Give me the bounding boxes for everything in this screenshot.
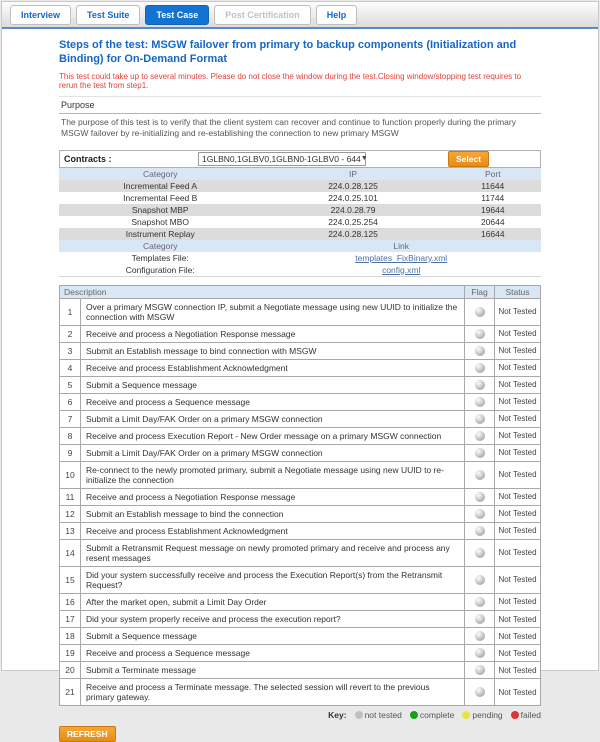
step-number: 3 [60,342,81,359]
step-description: Receive and process Establishment Acknowledgment [81,522,465,539]
step-number: 11 [60,488,81,505]
step-status: Not Tested [495,359,541,376]
step-description: Over a primary MSGW connection IP, submit a Negotiate message using new UUID to initialize the connection with MSGW [81,298,465,325]
step-number: 5 [60,376,81,393]
feed-port: 20644 [445,216,541,228]
step-number: 12 [60,505,81,522]
step-status: Not Tested [495,325,541,342]
feed-ip: 224.0.28.125 [261,180,444,192]
feed-ip: 224.0.28.79 [261,204,444,216]
step-number: 10 [60,461,81,488]
contracts-dropdown[interactable] [198,152,366,166]
step-row [60,393,541,410]
flag-dot-icon [475,363,485,373]
flag-dot-icon [475,329,485,339]
key-item-label: pending [472,710,503,721]
feed-port: 16644 [445,228,541,240]
step-description: Receive and process a Terminate message. The selected session will revert to the previous primary gateway. [81,679,465,706]
feed-port: 19644 [445,204,541,216]
flag-dot-icon [475,548,485,558]
contracts-dropdown-value: 1GLBN0,1GLBV0,1GLBN0-1GLBV0 - 644 [202,153,361,164]
contracts-row [59,150,541,168]
feed-category: Instrument Replay [59,228,261,240]
purpose-section [59,96,541,143]
step-description: Submit a Sequence message [81,376,465,393]
step-description: Submit an Establish message to bind connection with MSGW [81,342,465,359]
flag-dot-icon [475,526,485,536]
step-row [60,376,541,393]
flag-dot-icon [475,470,485,480]
step-description: Re-connect to the newly promoted primary, submit a Negotiate message using new UUID to re-initialize the connection [81,461,465,488]
step-number: 13 [60,522,81,539]
step-description: Did your system properly receive and process the execution report? [81,611,465,628]
step-number: 17 [60,611,81,628]
flag-dot-icon [475,346,485,356]
steps-table [59,285,541,706]
chevron-down-icon: ▼ [360,155,368,163]
tab-interview[interactable]: Interview [10,5,71,25]
steps-header-row [60,285,541,298]
step-status: Not Tested [495,593,541,610]
step-row [60,359,541,376]
step-number: 7 [60,410,81,427]
flag-dot-icon [475,492,485,502]
step-description: Receive and process Establishment Acknowledgment [81,359,465,376]
step-row [60,593,541,610]
file-label: Configuration File: [59,264,261,277]
step-number: 18 [60,628,81,645]
table-row [59,264,541,277]
step-number: 19 [60,645,81,662]
step-row [60,488,541,505]
key-item-label: not tested [364,710,402,721]
step-description: Submit a Retransmit Request message on newly promoted primary and receive and process any resent messages [81,539,465,566]
step-status: Not Tested [495,488,541,505]
select-button[interactable]: Select [448,151,489,167]
table-row [59,252,541,264]
table-row [59,228,541,240]
step-row [60,461,541,488]
flag-dot-icon [475,597,485,607]
col-port: Port [445,168,541,180]
table-row [59,192,541,204]
step-row [60,444,541,461]
step-row [60,611,541,628]
warning-text: This test could take up to several minutes. Please do not close the window during the test.Closing window/stopping test requires to rerun the test from step1. [59,71,522,90]
page-title: Steps of the test: MSGW failover from primary to backup components (Initialization and Binding) for On-Demand Format [59,39,517,66]
purpose-text: The purpose of this test is to verify that the client system can recover and continue to function properly during the primary MSGW failover by re-initializing and re-establishing the connection to new primary MSGW [61,116,516,138]
key-dot-failed-icon [511,711,519,719]
step-number: 9 [60,444,81,461]
feed-ip: 224.0.28.125 [261,228,444,240]
feed-category: Snapshot MBP [59,204,261,216]
flag-dot-icon [475,648,485,658]
key-label: Key: [328,710,347,721]
step-row [60,628,541,645]
step-row [60,645,541,662]
step-row [60,679,541,706]
col-category: Category [59,240,261,252]
step-description: Receive and process a Negotiation Response message [81,325,465,342]
flag-dot-icon [475,307,485,317]
step-number: 16 [60,593,81,610]
flag-dot-icon [475,665,485,675]
flag-dot-icon [475,414,485,424]
step-description: Submit an Establish message to bind the connection [81,505,465,522]
step-status: Not Tested [495,427,541,444]
feed-port: 11744 [445,192,541,204]
step-number: 6 [60,393,81,410]
col-ip: IP [261,168,444,180]
flag-dot-icon [475,614,485,624]
feed-category: Incremental Feed A [59,180,261,192]
step-description: Submit a Sequence message [81,628,465,645]
step-status: Not Tested [495,522,541,539]
contracts-label: Contracts : [64,153,112,164]
feed-ip: 224.0.25.254 [261,216,444,228]
tab-post-certification: Post Certification [214,5,311,25]
step-description: Submit a Terminate message [81,662,465,679]
step-row [60,566,541,593]
step-row [60,427,541,444]
step-row [60,539,541,566]
step-status: Not Tested [495,611,541,628]
step-description: Did your system successfully receive and process the Execution Report(s) from the Retransmit Request? [81,566,465,593]
key-dot-not-tested-icon [355,711,363,719]
step-description: After the market open, submit a Limit Day Order [81,593,465,610]
contracts-table [59,168,541,277]
flag-dot-icon [475,575,485,585]
step-description: Receive and process Execution Report - New Order message on a primary MSGW connection [81,427,465,444]
col-status: Status [495,285,541,298]
table-row [59,204,541,216]
step-status: Not Tested [495,342,541,359]
step-number: 20 [60,662,81,679]
flag-dot-icon [475,509,485,519]
feed-port: 11644 [445,180,541,192]
flag-dot-icon [475,431,485,441]
step-status: Not Tested [495,628,541,645]
feed-category: Incremental Feed B [59,192,261,204]
feed-category: Snapshot MBO [59,216,261,228]
step-status: Not Tested [495,539,541,566]
step-row [60,410,541,427]
step-description: Submit a Limit Day/FAK Order on a primary MSGW connection [81,410,465,427]
step-row [60,342,541,359]
step-status: Not Tested [495,645,541,662]
col-description: Description [60,285,465,298]
step-status: Not Tested [495,410,541,427]
step-number: 14 [60,539,81,566]
config-file-link[interactable]: config.xml [382,264,421,275]
step-row [60,662,541,679]
col-category: Category [59,168,261,180]
step-status: Not Tested [495,393,541,410]
step-number: 4 [60,359,81,376]
table-row [59,180,541,192]
step-row [60,522,541,539]
key-dot-pending-icon [462,711,470,719]
step-number: 2 [60,325,81,342]
step-row [60,325,541,342]
step-description: Receive and process a Sequence message [81,645,465,662]
step-description: Submit a Limit Day/FAK Order on a primary MSGW connection [81,444,465,461]
step-status: Not Tested [495,461,541,488]
tab-bar [2,2,598,29]
table-row [59,216,541,228]
step-status: Not Tested [495,444,541,461]
feed-ip: 224.0.25.101 [261,192,444,204]
key-dot-complete-icon [410,711,418,719]
step-status: Not Tested [495,298,541,325]
col-flag: Flag [465,285,495,298]
step-description: Receive and process a Negotiation Response message [81,488,465,505]
step-status: Not Tested [495,376,541,393]
flag-dot-icon [475,448,485,458]
templates-file-link[interactable]: templates_FixBinary.xml [355,252,448,263]
step-number: 21 [60,679,81,706]
file-label: Templates File: [59,252,261,264]
step-number: 15 [60,566,81,593]
page-frame [1,1,599,740]
key-item-label: complete [419,710,455,721]
step-row [60,298,541,325]
tab-test-case[interactable]: Test Case [145,5,209,25]
step-number: 1 [60,298,81,325]
contracts-header-row [59,168,541,180]
refresh-button[interactable]: REFRESH [59,726,116,742]
flag-dot-icon [475,687,485,697]
status-key-legend [59,710,541,720]
tab-help[interactable]: Help [316,5,358,25]
step-status: Not Tested [495,662,541,679]
step-row [60,505,541,522]
step-number: 8 [60,427,81,444]
key-item-label: failed [520,710,541,721]
step-status: Not Tested [495,505,541,522]
step-description: Receive and process a Sequence message [81,393,465,410]
step-status: Not Tested [495,679,541,706]
flag-dot-icon [475,631,485,641]
col-link: Link [261,240,541,252]
flag-dot-icon [475,380,485,390]
flag-dot-icon [475,397,485,407]
files-header-row [59,240,541,252]
step-status: Not Tested [495,566,541,593]
purpose-heading: Purpose [59,97,541,114]
tab-test-suite[interactable]: Test Suite [76,5,140,25]
